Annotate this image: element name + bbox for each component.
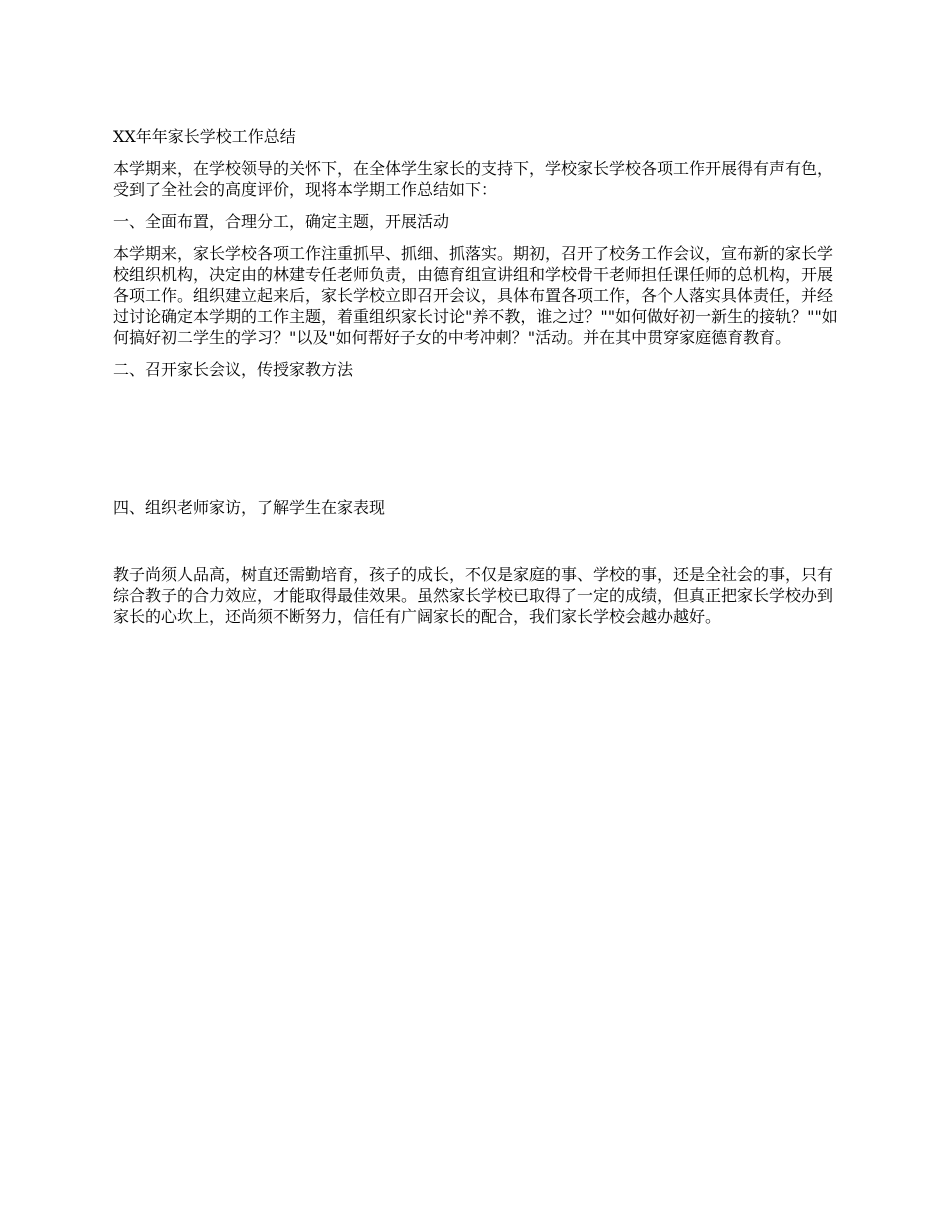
section-1-body: 本学期来，家长学校各项工作注重抓早、抓细、抓落实。期初，召开了校务工作会议，宣布新的家长学校组织机构，决定由的林建专任老师负责，由德育组宣讲组和学校骨干老师担任课任师的总机构，开展各项工作。组织建立起来后，家长学校立即召开会议，具体布置各项工作，各个人落实具体责任，并经过讨论确定本学期的工作主题，着重组织家长讨论"养不教，谁之过？""如何做好初一新生的接轨？""如何搞好初二学生的学习？"以及"如何帮好子女的中考冲刺？"活动。并在其中贯穿家庭德育教育。	[113, 244, 838, 347]
intro-paragraph: 本学期来，在学校领导的关怀下，在全体学生家长的支持下，学校家长学校各项工作开展得有声有色，受到了全社会的高度评价，现将本学期工作总结如下：	[113, 159, 834, 199]
document-title: XX年年家长学校工作总结	[113, 127, 296, 146]
blank-space	[113, 380, 841, 497]
document-body	[113, 126, 841, 627]
section-1-heading: 一、全面布置，合理分工，确定主题，开展活动	[113, 212, 450, 231]
section-2-heading: 二、召开家长会议，传授家教方法	[113, 360, 354, 379]
section-4-heading: 四、组织老师家访，了解学生在家表现	[113, 498, 386, 517]
closing-paragraph: 教子尚须人品高，树直还需勤培育，孩子的成长，不仅是家庭的事、学校的事，还是全社会的事，只有综合教子的合力效应，才能取得最佳效果。虽然家长学校已取得了一定的成绩，但真正把家长学校办到家长的心坎上，还尚须不断努力，信任有广阔家长的配合，我们家长学校会越办越好。	[113, 565, 834, 626]
blank-space	[113, 518, 841, 564]
